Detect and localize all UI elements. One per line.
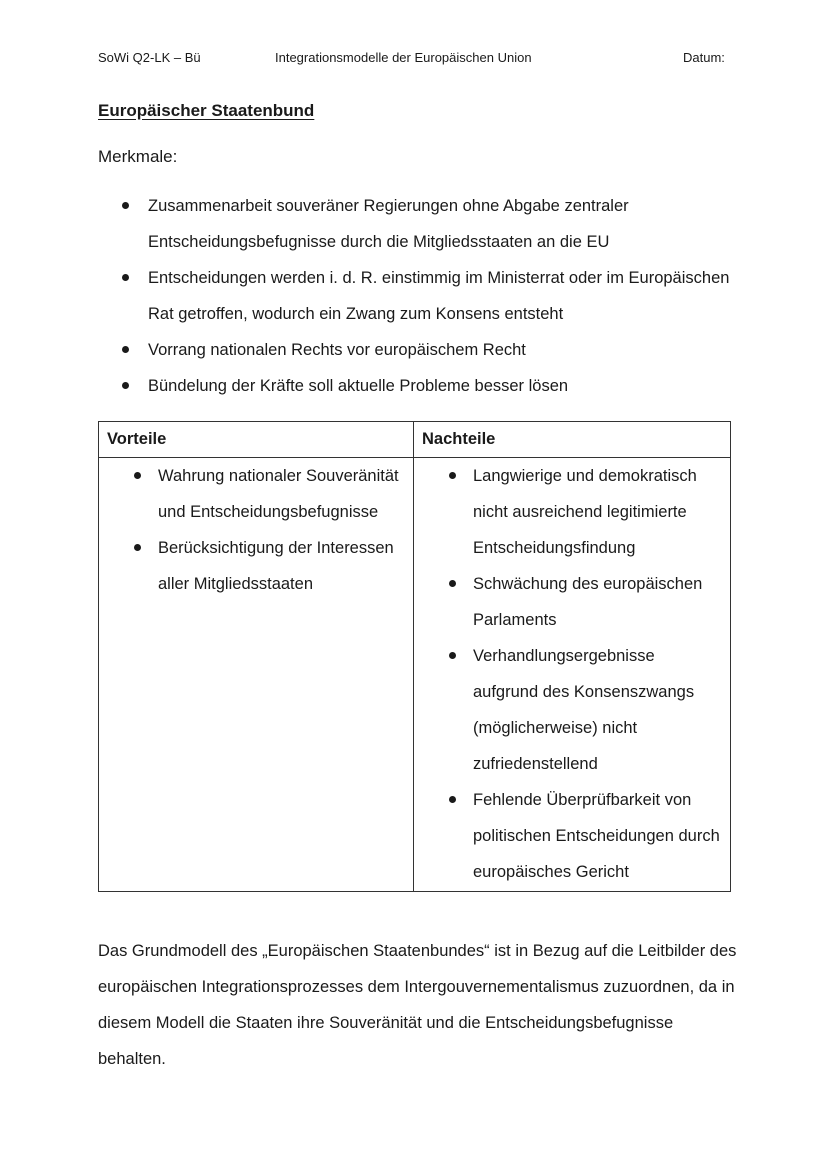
bullet-icon (449, 472, 456, 479)
list-item (98, 368, 738, 404)
pros-header: Vorteile (99, 422, 414, 458)
header-course: SoWi Q2-LK – Bü (98, 50, 201, 65)
features-label: Merkmale: (98, 147, 178, 166)
pro-text: Wahrung nationaler Souveränität und Entscheidungsbefugnisse (158, 467, 399, 521)
list-item (100, 458, 412, 530)
list-item (415, 566, 729, 638)
bullet-icon (449, 796, 456, 803)
feature-text: Vorrang nationalen Rechts vor europäischem Recht (148, 341, 526, 359)
header-date-label: Datum: (683, 50, 725, 65)
header-topic: Integrationsmodelle der Europäischen Union (275, 50, 532, 65)
page-title: Europäischer Staatenbund (98, 101, 315, 120)
list-item (415, 782, 729, 890)
bullet-icon (134, 544, 141, 551)
list-item (415, 458, 729, 566)
list-item (415, 638, 729, 782)
con-text: Fehlende Überprüfbarkeit von politischen Entscheidungen durch europäisches Gericht (473, 791, 720, 881)
list-item (98, 260, 738, 332)
con-text: Verhandlungsergebnisse aufgrund des Konsenszwangs (möglicherweise) nicht zufriedenstellend (473, 647, 695, 773)
bullet-icon (134, 472, 141, 479)
cons-header: Nachteile (414, 422, 731, 458)
bullet-icon (122, 382, 129, 389)
bullet-icon (449, 580, 456, 587)
bullet-icon (122, 346, 129, 353)
feature-text: Entscheidungen werden i. d. R. einstimmig im Ministerrat oder im Europäischen Rat getroffen, wodurch ein Zwang zum Konsens entsteht (148, 269, 730, 323)
feature-text: Zusammenarbeit souveräner Regierungen ohne Abgabe zentraler Entscheidungsbefugnisse durch die Mitgliedsstaaten an die EU (148, 197, 629, 251)
pros-cell (99, 458, 414, 892)
pros-list (100, 458, 412, 602)
con-text: Schwächung des europäischen Parlaments (473, 575, 703, 629)
conclusion-paragraph: Das Grundmodell des „Europäischen Staatenbundes“ ist in Bezug auf die Leitbilder des europäischen Integrationsprozesses dem Intergouvernementalismus zuzuordnen, da in diesem Modell die Staaten ihre Souveränität und die Entscheidungsbefugnisse behalten. (98, 942, 737, 1068)
pros-cons-table (98, 421, 731, 892)
bullet-icon (122, 274, 129, 281)
feature-text: Bündelung der Kräfte soll aktuelle Probleme besser lösen (148, 377, 569, 395)
bullet-icon (449, 652, 456, 659)
con-text: Langwierige und demokratisch nicht ausreichend legitimierte Entscheidungsfindung (473, 467, 697, 557)
list-item (100, 530, 412, 602)
list-item (98, 332, 738, 368)
cons-list (415, 458, 729, 890)
list-item (98, 188, 738, 260)
cons-cell (414, 458, 731, 892)
bullet-icon (122, 202, 129, 209)
pro-text: Berücksichtigung der Interessen aller Mitgliedsstaaten (158, 539, 394, 593)
features-list (98, 188, 738, 404)
